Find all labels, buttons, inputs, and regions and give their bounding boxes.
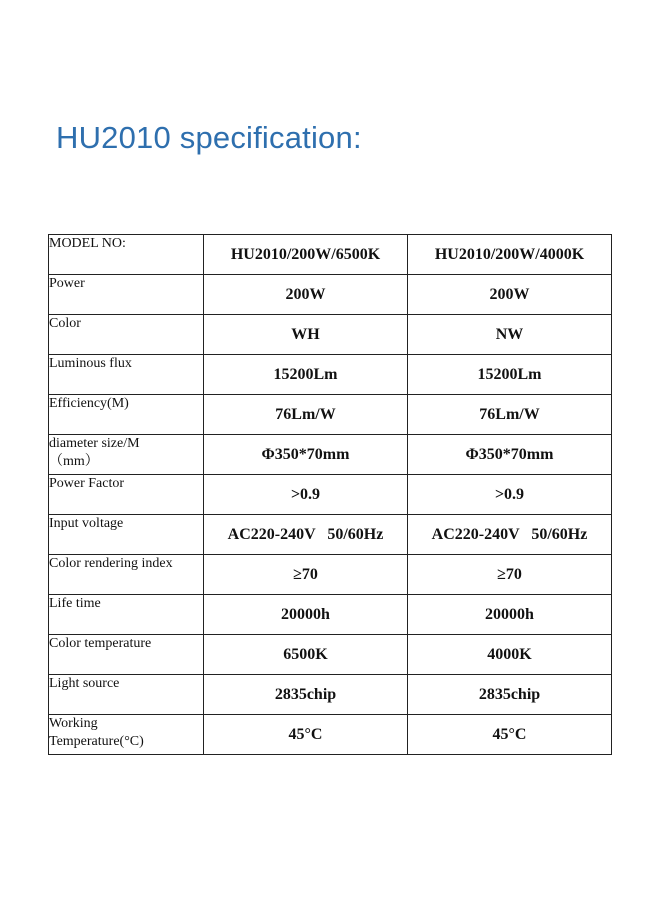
table-row-efficiency [49,395,612,435]
row-label: Color rendering index [49,555,204,595]
value-6500k: WH [204,315,408,355]
specification-table [48,234,612,755]
table-row-diameter-size [49,435,612,475]
row-label: Light source [49,675,204,715]
value-6500k: HU2010/200W/6500K [204,235,408,275]
value-4000k: Φ350*70mm [408,435,612,475]
row-label: Color [49,315,204,355]
row-label: Luminous flux [49,355,204,395]
value-6500k: 20000h [204,595,408,635]
value-6500k: 2835chip [204,675,408,715]
value-4000k: >0.9 [408,475,612,515]
table-row-power-factor [49,475,612,515]
value-4000k: NW [408,315,612,355]
row-label: Power Factor [49,475,204,515]
value-6500k: 6500K [204,635,408,675]
table-row-color-temperature [49,635,612,675]
row-label: Input voltage [49,515,204,555]
value-4000k: AC220-240V 50/60Hz [408,515,612,555]
table-row-light-source [49,675,612,715]
value-6500k: 200W [204,275,408,315]
value-6500k: >0.9 [204,475,408,515]
row-label: MODEL NO: [49,235,204,275]
table-row-model [49,235,612,275]
table-row-life-time [49,595,612,635]
row-label: Color temperature [49,635,204,675]
row-label: Efficiency(M) [49,395,204,435]
value-6500k: 76Lm/W [204,395,408,435]
value-6500k: Φ350*70mm [204,435,408,475]
value-4000k: 76Lm/W [408,395,612,435]
value-6500k: 15200Lm [204,355,408,395]
table-row-luminous-flux [49,355,612,395]
row-label: Power [49,275,204,315]
value-6500k: AC220-240V 50/60Hz [204,515,408,555]
table-row-working-temperature [49,715,612,755]
value-4000k: 200W [408,275,612,315]
page-title: HU2010 specification: [56,120,362,155]
table-row-power [49,275,612,315]
value-4000k: ≥70 [408,555,612,595]
value-4000k: 4000K [408,635,612,675]
value-4000k: 15200Lm [408,355,612,395]
value-6500k: 45°C [204,715,408,755]
value-4000k: 2835chip [408,675,612,715]
row-label: Working Temperature(°C) [49,715,204,755]
row-label: Life time [49,595,204,635]
value-4000k: 20000h [408,595,612,635]
table-row-color-rendering-index [49,555,612,595]
table-row-input-voltage [49,515,612,555]
value-4000k: HU2010/200W/4000K [408,235,612,275]
row-label: diameter size/M （mm） [49,435,204,475]
table-row-color [49,315,612,355]
value-4000k: 45°C [408,715,612,755]
value-6500k: ≥70 [204,555,408,595]
